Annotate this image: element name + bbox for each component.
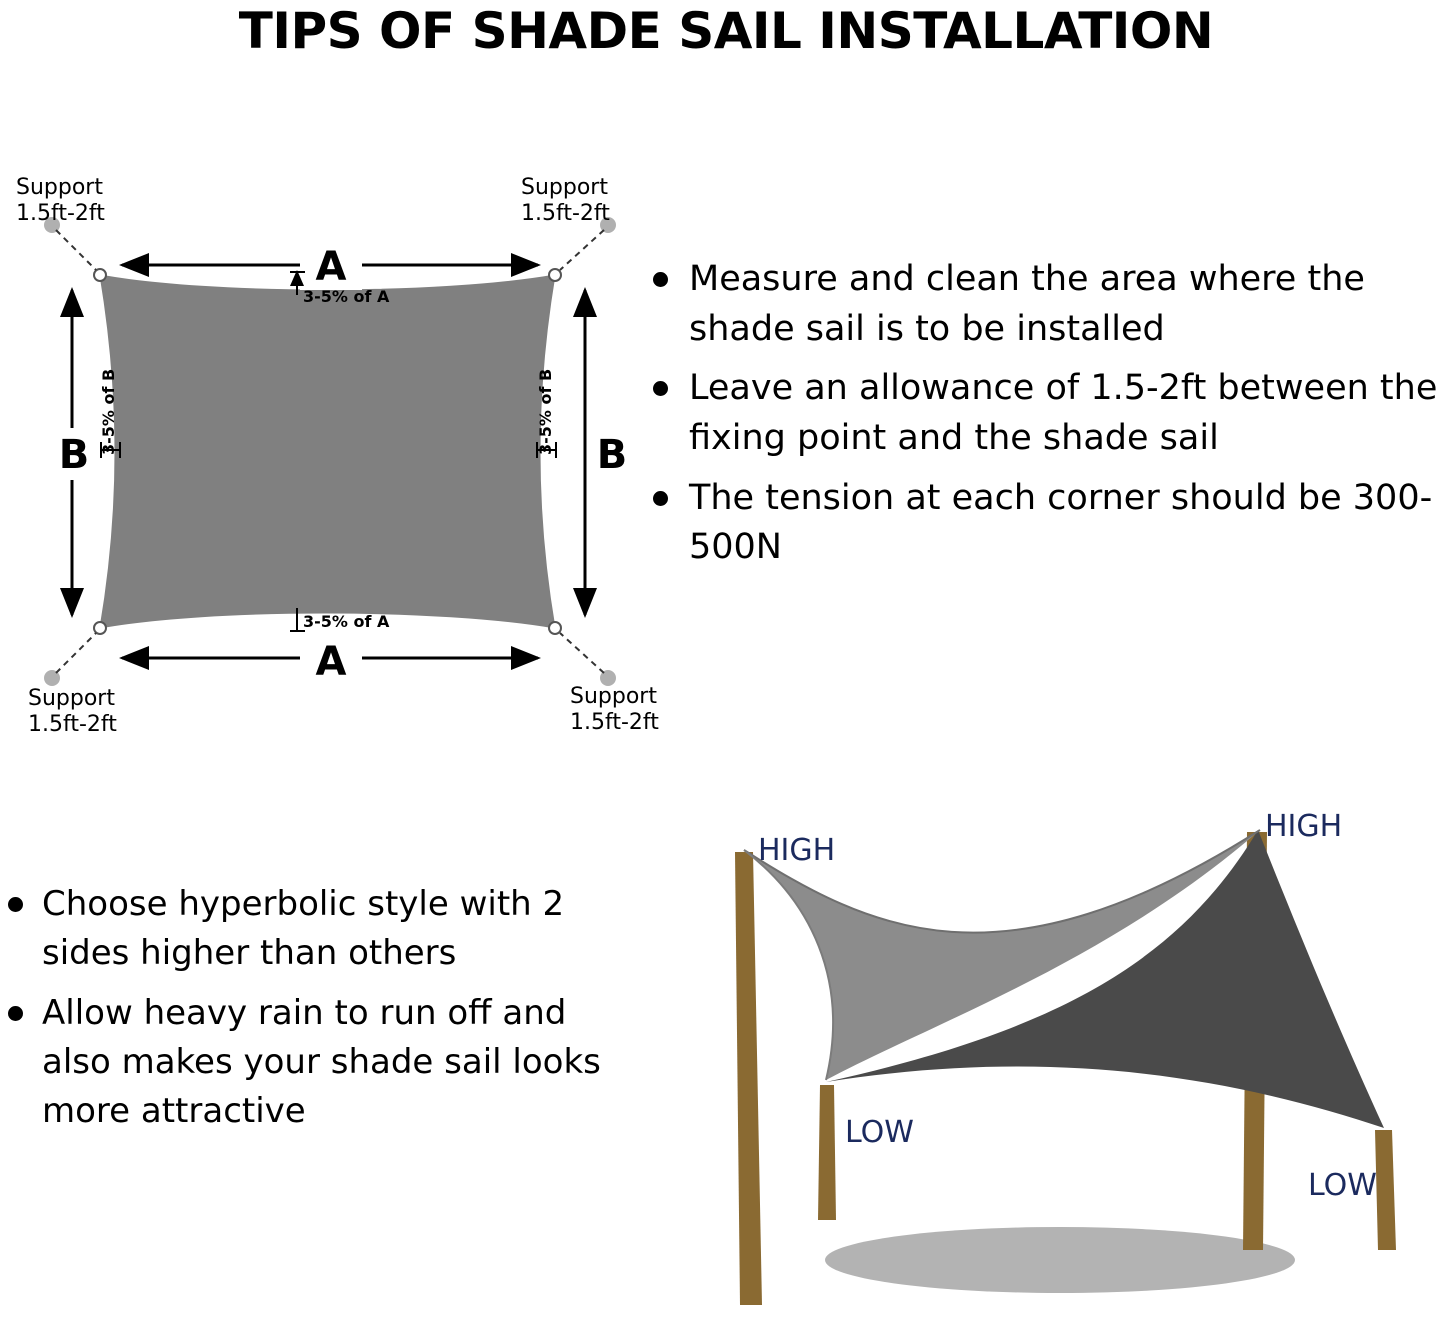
rectangular-sail-svg bbox=[0, 150, 660, 750]
list-item: Choose hyperbolic style with 2 sides higher than others bbox=[0, 880, 640, 979]
list-item: Allow heavy rain to run off and also makes your shade sail looks more attractive bbox=[0, 989, 640, 1137]
label-high-left: HIGH bbox=[758, 833, 836, 868]
corner-grommet bbox=[94, 622, 106, 634]
list-item: Measure and clean the area where the shade sail is to be installed bbox=[645, 255, 1452, 354]
support-tether bbox=[560, 633, 604, 673]
sail-shape bbox=[100, 275, 555, 628]
post-high-left bbox=[735, 852, 762, 1305]
list-item: Leave an allowance of 1.5-2ft between the fixing point and the shade sail bbox=[645, 364, 1452, 463]
installation-tips-list-bottom bbox=[0, 880, 640, 1240]
dimension-label-bottom-A: A bbox=[315, 639, 347, 685]
label-low-left: LOW bbox=[845, 1115, 914, 1150]
hyperbolic-sail-svg bbox=[640, 780, 1452, 1325]
post-low-right bbox=[1375, 1130, 1396, 1250]
support-label-top-right-line2: 1.5ft-2ft bbox=[521, 201, 610, 226]
support-label-bottom-right-line1: Support bbox=[570, 684, 657, 709]
dimension-label-top-A: A bbox=[315, 244, 347, 290]
corner-grommet bbox=[549, 269, 561, 281]
support-tether bbox=[56, 230, 96, 270]
bottom-bullet-list bbox=[0, 880, 640, 1136]
support-label-bottom-right-line2: 1.5ft-2ft bbox=[570, 710, 659, 735]
ground-shadow bbox=[825, 1227, 1295, 1293]
rectangular-sail-diagram bbox=[0, 150, 660, 750]
list-item: The tension at each corner should be 300-500N bbox=[645, 474, 1452, 573]
hyperbolic-sail-diagram bbox=[640, 780, 1452, 1325]
corner-grommet bbox=[94, 269, 106, 281]
dimension-label-right-B: B bbox=[596, 432, 628, 478]
top-bullet-list bbox=[645, 255, 1452, 573]
support-label-top-left-line1: Support bbox=[16, 175, 103, 200]
page-title: TIPS OF SHADE SAIL INSTALLATION bbox=[238, 2, 1214, 60]
support-label-bottom-left-line2: 1.5ft-2ft bbox=[28, 712, 117, 737]
corner-grommet bbox=[549, 622, 561, 634]
support-label-bottom-left-line1: Support bbox=[28, 686, 115, 711]
support-label-top-left-line2: 1.5ft-2ft bbox=[16, 201, 105, 226]
label-low-right: LOW bbox=[1308, 1168, 1377, 1203]
support-label-top-right-line1: Support bbox=[521, 175, 608, 200]
curve-label-left: 3-5% of B bbox=[99, 368, 118, 455]
post-low-left bbox=[818, 1085, 836, 1220]
installation-tips-list-top bbox=[645, 255, 1452, 675]
curve-label-top: 3-5% of A bbox=[303, 287, 390, 306]
support-tether bbox=[56, 633, 96, 673]
support-tether bbox=[560, 230, 604, 270]
label-high-right: HIGH bbox=[1265, 809, 1343, 844]
dimension-label-left-B: B bbox=[58, 432, 90, 478]
curve-label-right: 3-5% of B bbox=[536, 368, 555, 455]
curve-label-bottom: 3-5% of A bbox=[303, 612, 390, 631]
